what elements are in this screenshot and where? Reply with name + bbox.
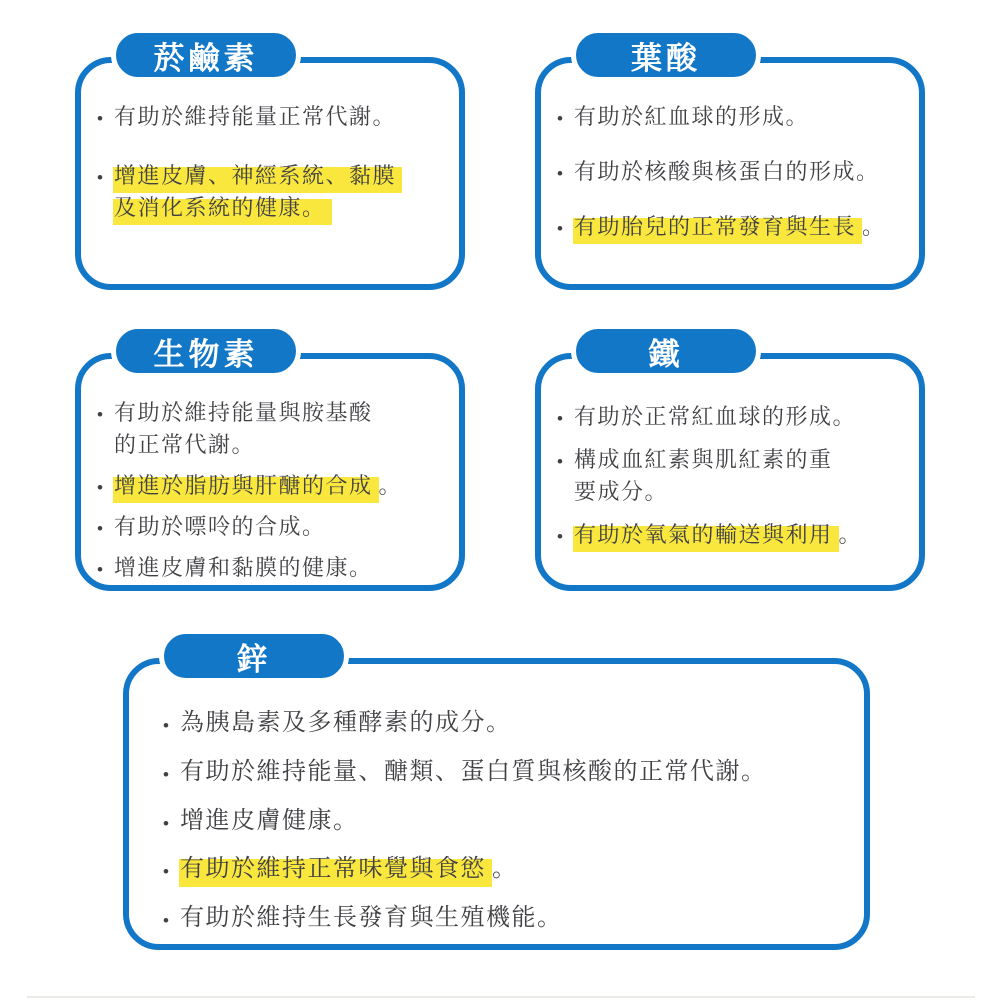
bullet-icon: •	[97, 167, 103, 187]
benefit-text	[180, 804, 359, 839]
benefit-item	[163, 755, 840, 790]
bullet-icon: •	[557, 218, 563, 238]
benefit-text	[114, 397, 373, 461]
benefit-text	[574, 401, 856, 433]
card-title-pill-niacin	[111, 28, 301, 82]
plain-text: 增進皮膚健康。	[180, 806, 359, 834]
benefit-text	[114, 160, 402, 224]
benefit-text	[574, 519, 862, 551]
bullet-icon: •	[163, 862, 169, 882]
highlighted-text: 及消化系統的健康。	[113, 195, 332, 225]
plain-text: 有助於紅血球的形成。	[574, 104, 810, 129]
highlighted-text: 有助胎兒的正常發育與生長	[573, 214, 862, 244]
card-folic-acid	[535, 40, 925, 290]
card-title-pill-iron	[571, 324, 761, 378]
benefit-text	[180, 755, 767, 790]
plain-text: 。	[378, 472, 403, 498]
plain-text: 有助於核酸與核蛋白的形成。	[574, 158, 880, 184]
benefit-text	[574, 444, 833, 508]
highlighted-text: 增進皮膚、神經系統、黏膜	[113, 163, 402, 193]
benefit-item	[97, 160, 445, 224]
benefit-item	[163, 706, 840, 741]
bullet-icon: •	[97, 109, 103, 128]
card-title-folic-acid: 葉酸	[631, 40, 701, 76]
plain-text: 增進皮膚和黏膜的健康。	[114, 554, 373, 580]
plain-text: 有助於維持能量正常代謝。	[114, 104, 397, 129]
bottom-divider	[27, 996, 975, 998]
card-title-zinc: 鋅	[236, 641, 272, 677]
bullet-icon: •	[163, 716, 169, 735]
bullet-icon: •	[557, 409, 563, 428]
plain-text: 有助於正常紅血球的形成。	[574, 404, 857, 429]
highlighted-text: 增進於脂肪與肝醣的合成	[113, 473, 379, 503]
benefit-text	[574, 156, 880, 188]
benefit-item	[557, 444, 905, 508]
highlighted-text: 有助於氧氣的輸送與利用	[573, 522, 839, 552]
bullet-icon: •	[97, 518, 103, 538]
benefit-item	[557, 101, 905, 133]
card-title-iron: 鐵	[648, 336, 684, 372]
plain-text: 。	[862, 213, 886, 239]
benefit-item	[557, 156, 905, 188]
card-title-niacin: 菸鹼素	[153, 40, 259, 76]
card-title-pill-biotin	[111, 324, 301, 378]
benefit-text	[180, 852, 518, 887]
benefit-item	[97, 470, 445, 502]
benefit-list-biotin	[81, 359, 459, 583]
benefit-text	[180, 706, 512, 741]
plain-text: 有助於維持能量與胺基酸	[114, 400, 373, 425]
benefit-list-iron	[541, 359, 919, 551]
bullet-icon: •	[557, 163, 563, 183]
plain-text: 要成分。	[574, 478, 669, 504]
card-title-pill-folic-acid	[571, 28, 761, 82]
bullet-icon: •	[163, 764, 169, 784]
benefit-list-zinc	[129, 664, 864, 936]
bullet-icon: •	[557, 451, 563, 471]
bullet-icon: •	[97, 477, 103, 497]
bullet-icon: •	[97, 559, 103, 579]
plain-text: 。	[838, 521, 863, 547]
benefit-list-niacin	[81, 63, 459, 224]
benefit-item	[97, 101, 445, 133]
benefit-item	[163, 804, 840, 839]
benefit-text	[114, 511, 326, 543]
benefit-item	[557, 519, 905, 551]
benefit-item	[97, 511, 445, 543]
benefit-text	[574, 101, 809, 133]
benefit-text	[114, 552, 373, 584]
benefit-item	[557, 211, 905, 243]
highlighted-text: 有助於維持正常味覺與食慾	[179, 855, 492, 887]
plain-text: 有助於維持能量、醣類、蛋白質與核酸的正常代謝。	[180, 757, 767, 785]
benefit-item	[97, 552, 445, 584]
benefit-item	[163, 901, 840, 936]
benefit-text	[114, 101, 396, 133]
card-title-biotin: 生物素	[153, 336, 259, 372]
benefit-list-folic-acid	[541, 63, 919, 243]
plain-text: 有助於嘌呤的合成。	[114, 513, 326, 539]
card-zinc	[123, 641, 870, 950]
bullet-icon: •	[97, 405, 103, 424]
bullet-icon: •	[163, 911, 169, 931]
benefit-text	[114, 470, 402, 502]
plain-text: 。	[492, 855, 518, 883]
benefit-text	[574, 211, 886, 243]
plain-text: 有助於維持生長發育與生殖機能。	[180, 904, 563, 932]
plain-text: 為胰島素及多種酵素的成分。	[180, 709, 512, 736]
benefit-item	[97, 397, 445, 461]
card-niacin	[75, 40, 465, 290]
benefit-text	[180, 901, 563, 936]
card-title-pill-zinc	[159, 629, 349, 683]
card-biotin	[75, 336, 465, 591]
benefit-item	[163, 852, 840, 887]
plain-text: 的正常代謝。	[114, 431, 256, 457]
bullet-icon: •	[557, 109, 563, 128]
bullet-icon: •	[557, 526, 563, 546]
plain-text: 構成血紅素與肌紅素的重	[574, 446, 833, 472]
bullet-icon: •	[163, 813, 169, 833]
card-iron	[535, 336, 925, 591]
benefit-item	[557, 401, 905, 433]
